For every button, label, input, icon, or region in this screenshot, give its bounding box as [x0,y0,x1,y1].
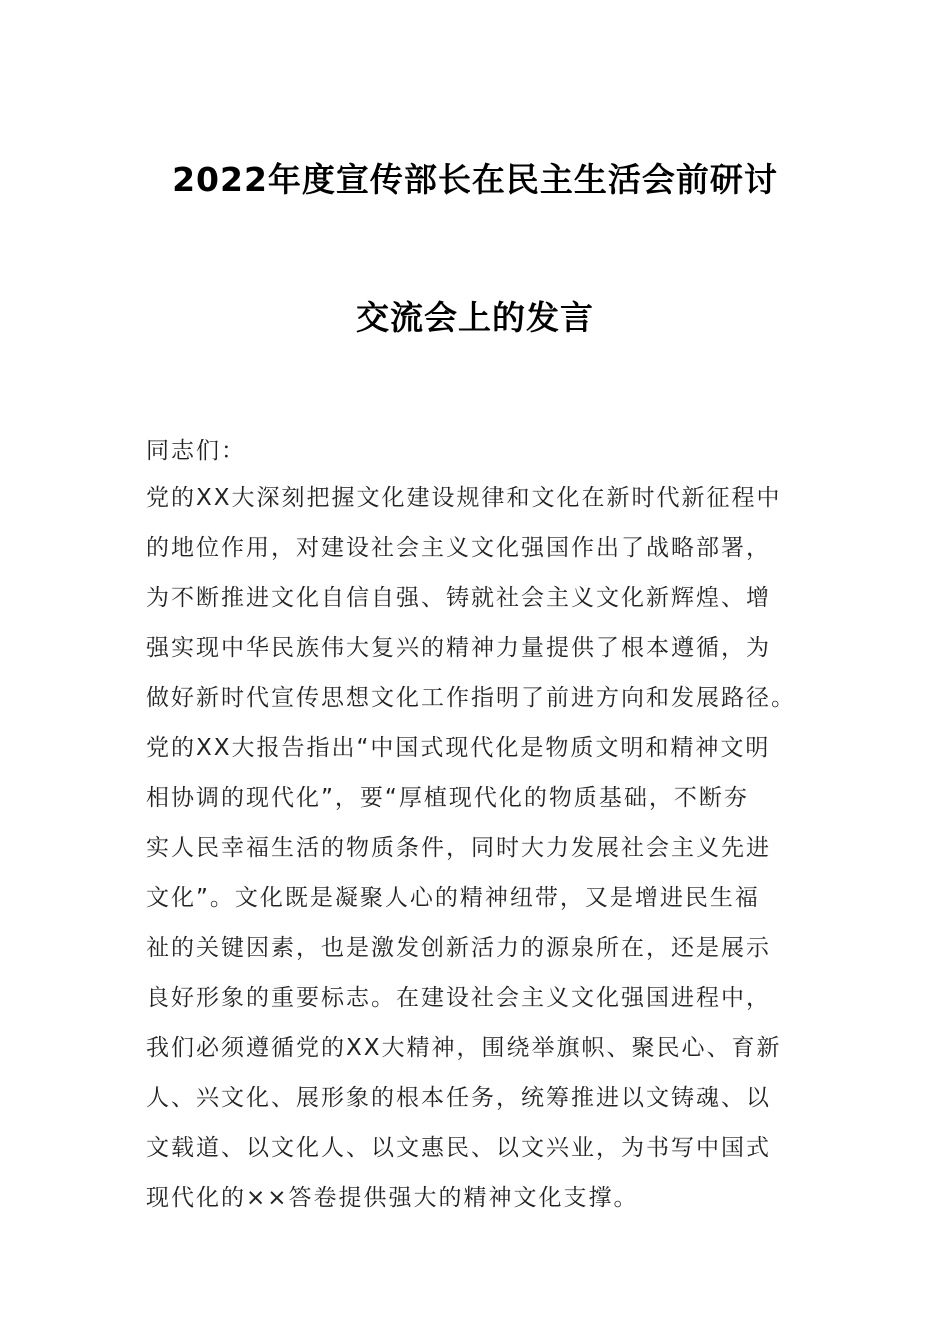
paragraph-2-line-6: 良好形象的重要标志。在建设社会主义文化强国进程中， [146,985,771,1011]
paragraph-1-line-2: 的地位作用，对建设社会主义文化强国作出了战略部署， [146,535,771,561]
paragraph-2-line-9: 文载道、以文化人、以文惠民、以文兴业，为书写中国式 [146,1135,771,1161]
document-title-line-2: 交流会上的发言 [356,298,594,337]
document-title-line-1: 2022年度宣传部长在民主生活会前研讨 [172,160,778,199]
paragraph-2 [146,723,806,1223]
paragraph-2-line-8: 人、兴文化、展形象的根本任务，统筹推进以文铸魂、以 [146,1085,771,1111]
paragraph-1 [146,473,806,723]
paragraph-1-line-1: 党的XX大深刻把握文化建设规律和文化在新时代新征程中 [146,485,782,511]
paragraph-1-line-3: 为不断推进文化自信自强、铸就社会主义文化新辉煌、增 [146,585,771,611]
paragraph-2-line-7: 我们必须遵循党的XX大精神，围绕举旗帜、聚民心、育新 [146,1035,782,1061]
paragraph-2-line-10: 现代化的××答卷提供强大的精神文化支撑。 [146,1185,639,1211]
paragraph-2-line-3: 实人民幸福生活的物质条件，同时大力发展社会主义先进 [146,835,771,861]
paragraph-2-line-2: 相协调的现代化”，要“厚植现代化的物质基础，不断夯 [146,785,749,811]
paragraph-2-line-1: 党的XX大报告指出“中国式现代化是物质文明和精神文明 [146,735,771,761]
paragraph-1-line-5: 做好新时代宣传思想文化工作指明了前进方向和发展路径。 [146,685,796,711]
salutation: 同志们： [146,438,246,464]
paragraph-1-line-4: 强实现中华民族伟大复兴的精神力量提供了根本遵循，为 [146,635,771,661]
paragraph-2-line-5: 祉的关键因素，也是激发创新活力的源泉所在，还是展示 [146,935,771,961]
paragraph-2-line-4: 文化”。文化既是凝聚人心的精神纽带，又是增进民生福 [146,885,760,911]
